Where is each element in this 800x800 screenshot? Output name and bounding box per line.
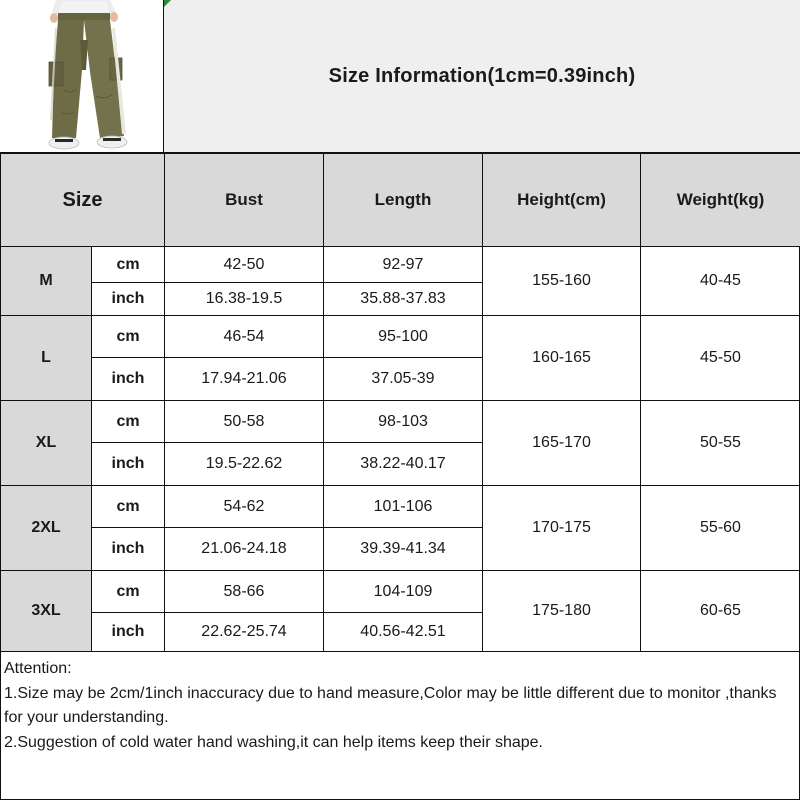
table-row xyxy=(1,401,800,443)
product-photo xyxy=(0,0,164,153)
attention-notes xyxy=(4,657,794,755)
height-value: 175-180 xyxy=(483,571,641,652)
corner-marker-decoration xyxy=(164,0,171,7)
unit-label: cm xyxy=(92,571,165,613)
size-chart-table xyxy=(0,153,800,652)
height-value: 165-170 xyxy=(483,401,641,486)
unit-label: cm xyxy=(92,316,165,358)
unit-label: inch xyxy=(92,358,165,401)
table-row xyxy=(1,247,800,283)
length-value: 37.05-39 xyxy=(324,358,483,401)
unit-label: cm xyxy=(92,401,165,443)
length-value: 39.39-41.34 xyxy=(324,528,483,571)
bust-value: 22.62-25.74 xyxy=(165,613,324,652)
bust-value: 50-58 xyxy=(165,401,324,443)
unit-label: inch xyxy=(92,613,165,652)
table-row xyxy=(1,316,800,358)
length-value: 40.56-42.51 xyxy=(324,613,483,652)
unit-label: inch xyxy=(92,283,165,316)
note-line-2: 2.Suggestion of cold water hand washing,it can help items keep their shape. xyxy=(4,733,543,751)
weight-value: 40-45 xyxy=(641,247,800,316)
height-value: 155-160 xyxy=(483,247,641,316)
header-height: Height(cm) xyxy=(483,154,641,247)
size-label: L xyxy=(1,316,92,401)
length-value: 101-106 xyxy=(324,486,483,528)
size-info-title-cell xyxy=(164,0,800,153)
length-value: 98-103 xyxy=(324,401,483,443)
size-label: XL xyxy=(1,401,92,486)
weight-value: 50-55 xyxy=(641,401,800,486)
unit-label: inch xyxy=(92,528,165,571)
unit-label: cm xyxy=(92,486,165,528)
bust-value: 16.38-19.5 xyxy=(165,283,324,316)
weight-value: 45-50 xyxy=(641,316,800,401)
size-label: 3XL xyxy=(1,571,92,652)
bust-value: 46-54 xyxy=(165,316,324,358)
bust-value: 19.5-22.62 xyxy=(165,443,324,486)
bust-value: 17.94-21.06 xyxy=(165,358,324,401)
header-length: Length xyxy=(324,154,483,247)
length-value: 35.88-37.83 xyxy=(324,283,483,316)
unit-label: inch xyxy=(92,443,165,486)
size-label: 2XL xyxy=(1,486,92,571)
length-value: 92-97 xyxy=(324,247,483,283)
table-row xyxy=(1,486,800,528)
height-value: 160-165 xyxy=(483,316,641,401)
page-title: Size Information(1cm=0.39inch) xyxy=(328,64,636,87)
header-size: Size xyxy=(1,154,165,247)
model-wearing-cargo-pants-image xyxy=(0,0,164,153)
height-value: 170-175 xyxy=(483,486,641,571)
notes-heading: Attention: xyxy=(4,660,72,677)
weight-value: 60-65 xyxy=(641,571,800,652)
unit-label: cm xyxy=(92,247,165,283)
length-value: 104-109 xyxy=(324,571,483,613)
table-row xyxy=(1,571,800,613)
length-value: 38.22-40.17 xyxy=(324,443,483,486)
bust-value: 58-66 xyxy=(165,571,324,613)
table-header-row xyxy=(1,154,800,247)
bust-value: 21.06-24.18 xyxy=(165,528,324,571)
note-line-1: 1.Size may be 2cm/1inch inaccuracy due to hand measure,Color may be little different due to monitor ,thanks for your understanding. xyxy=(4,684,777,726)
length-value: 95-100 xyxy=(324,316,483,358)
header-bust: Bust xyxy=(165,154,324,247)
header-weight: Weight(kg) xyxy=(641,154,800,247)
size-label: M xyxy=(1,247,92,316)
bust-value: 54-62 xyxy=(165,486,324,528)
weight-value: 55-60 xyxy=(641,486,800,571)
bust-value: 42-50 xyxy=(165,247,324,283)
